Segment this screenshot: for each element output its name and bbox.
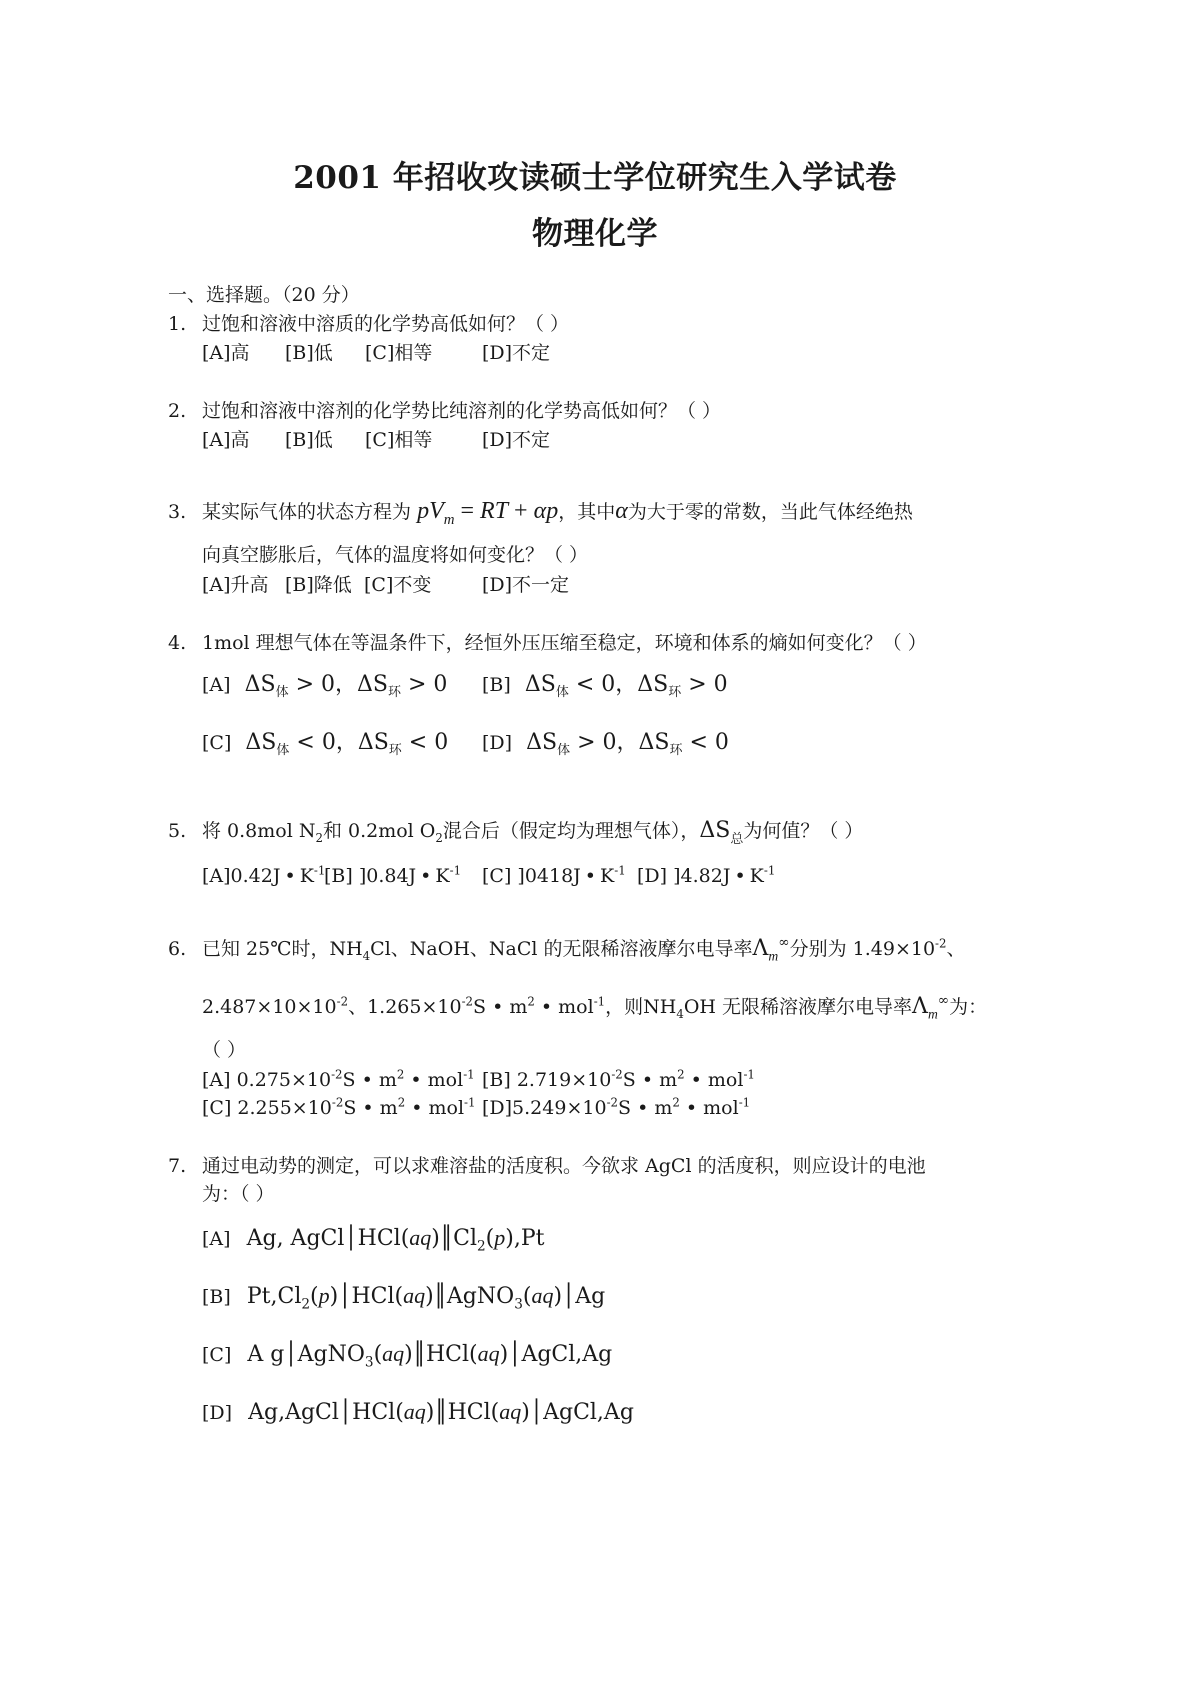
option-a: [A]高 (202, 429, 250, 451)
page-title: 2001 年招收攻读硕士学位研究生入学试卷 (293, 160, 897, 196)
page-subtitle: 物理化学 (532, 216, 658, 252)
question-text: 将 0.8mol $N_2$和 0.2mol $O_2$混合后（假定均为理想气体），$\Delta S_总$为何值？（ ） (202, 818, 864, 847)
answer-paren: （ ） (202, 1039, 247, 1061)
option-c: [C]相等 (365, 342, 433, 364)
question-text: 已知 25℃时，$NH_4Cl$、NaOH、NaCl 的无限稀溶液摩尔电导率$\Lambda_m^\infty$分别为 $1.49\times 10^{-2}$、 (202, 934, 966, 964)
cell-diagram: Ag, $AgCl│HCl(aq)║Cl_2(p),Pt$ (246, 1225, 545, 1255)
option-b: [B] $\Delta S_体 < 0$，$\Delta S_环 > 0$ (482, 672, 728, 700)
option-a: [A]升高 (202, 574, 269, 596)
question-number: 2. (168, 400, 187, 422)
option-d: [D]不定 (482, 429, 551, 451)
option-d: [D]不定 (482, 342, 551, 364)
state-equation: $pV_m$ = RT + αp (417, 498, 559, 528)
option-d: [D] Ag,AgCl│HCl(aq)║HCl(aq)│AgCl,Ag (202, 1399, 634, 1425)
question-text-line2: $2.487\times 10\times 10^{-2}$、$1.265\times 10^{-2}S$ • $m^2$ • mol$^{-1}$，则$NH_4OH$ 无限稀溶液摩尔电导率$\Lambda_m^\infty$为： (202, 992, 988, 1022)
option-b: [B]低 (285, 342, 333, 364)
cell-diagram: $Pt,Cl_2(p)│HCl(aq)║AgNO_3(aq)│Ag$ (246, 1283, 606, 1313)
option-a: [A] $\Delta S_体 > 0$，$\Delta S_环 > 0$ (202, 672, 448, 700)
cell-diagram: Ag,AgCl│HCl(aq)║HCl(aq)│AgCl,Ag (248, 1399, 634, 1425)
option-c: [C] $2.255\times 10^{-2}S$ • $m^2$ • mol$^{-1}$ (202, 1095, 476, 1119)
question-text: 1mol 理想气体在等温条件下，经恒外压压缩至稳定，环境和体系的熵如何变化？（ ） (202, 632, 927, 654)
option-c: [C] $\Delta S_体 < 0$，$\Delta S_环 < 0$ (202, 730, 449, 758)
option-a: [A] Ag, $AgCl│HCl(aq)║Cl_2(p),Pt$ (202, 1225, 545, 1255)
option-c: [C]相等 (365, 429, 433, 451)
question-text: 某实际气体的状态方程为 $pV_m$ = RT + αp，其中α为大于零的常数，当此气体经绝热 (202, 498, 913, 528)
option-d: $[D]5.249\times 10^{-2}S$ • $m^2$ • mol$^{-1}$ (482, 1095, 751, 1119)
option-a: [A] $0.275\times 10^{-2}S$ • $m^2$ • mol$^{-1}$ (202, 1067, 475, 1091)
question-text-line2: 向真空膨胀后，气体的温度将如何变化？（ ） (202, 544, 589, 566)
section-heading: 一、选择题。（20 分） (168, 284, 360, 306)
option-d: [D]不一定 (482, 574, 570, 596)
option-b: [B] ]0.84J • $K^{-1}$ (324, 863, 462, 887)
option-c: [C]不变 (364, 574, 432, 596)
question-number: 7. (168, 1155, 187, 1177)
question-text: 过饱和溶液中溶剂的化学势比纯溶剂的化学势高低如何？（ ） (202, 400, 722, 422)
cell-diagram: A g│AgNO$_3$(aq)║HCl(aq)│AgCl,Ag (247, 1341, 613, 1371)
option-b: [B]降低 (285, 574, 352, 596)
question-number: 5. (168, 820, 187, 842)
option-c: [C] A g│AgNO$_3$(aq)║HCl(aq)│AgCl,Ag (202, 1341, 613, 1371)
question-number: 3. (168, 501, 187, 523)
question-number: 1. (168, 313, 187, 335)
option-b: [B] $Pt,Cl_2(p)│HCl(aq)║AgNO_3(aq)│Ag$ (202, 1283, 606, 1313)
option-b: [B]低 (285, 429, 333, 451)
option-c: [C] ]0418J • $K^{-1}$ (482, 863, 626, 887)
question-number: 6. (168, 938, 187, 960)
alpha-symbol: α (615, 498, 628, 524)
question-text: 通过电动势的测定，可以求难溶盐的活度积。今欲求 AgCl 的活度积，则应设计的电池 (202, 1155, 926, 1177)
option-b: [B] $2.719\times 10^{-2}S$ • $m^2$ • mol$^{-1}$ (482, 1067, 755, 1091)
option-a: [A]高 (202, 342, 250, 364)
option-d: [D] ]4.82J • $K^{-1}$ (637, 863, 776, 887)
question-text-line2: 为：（ ） (202, 1183, 275, 1205)
option-a: [A]0.42J • $K^{-1}$ (202, 863, 326, 887)
option-d: [D] $\Delta S_体 > 0$，$\Delta S_环 < 0$ (482, 730, 729, 758)
question-number: 4. (168, 632, 187, 654)
question-text: 过饱和溶液中溶质的化学势高低如何？（ ） (202, 313, 570, 335)
